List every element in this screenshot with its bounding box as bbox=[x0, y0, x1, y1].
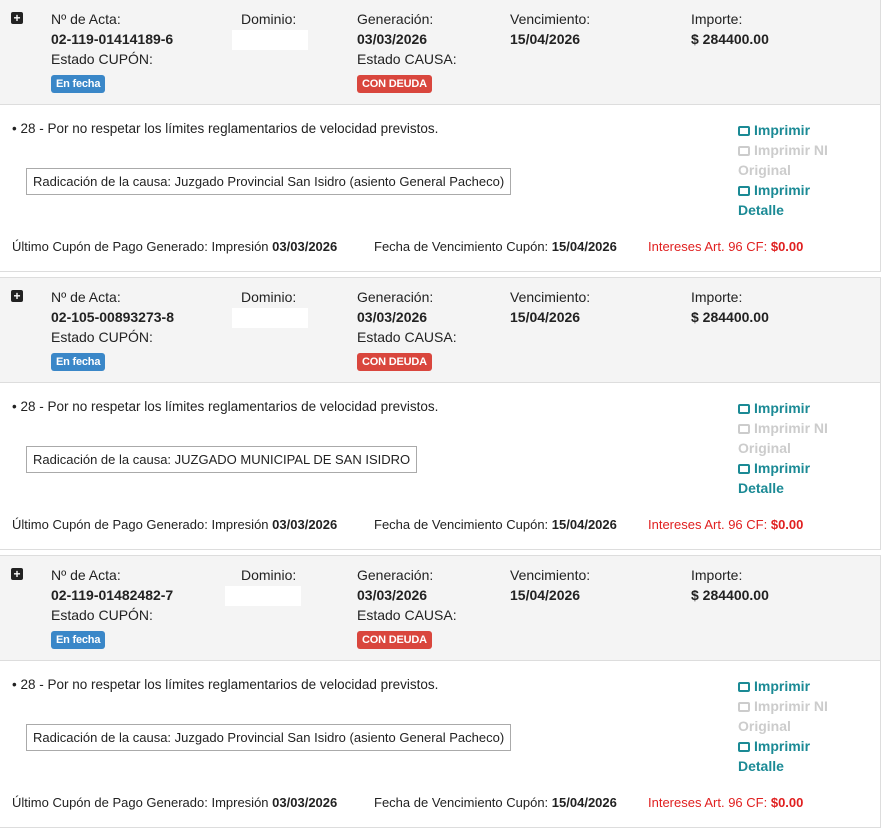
intereses-label: Intereses Art. 96 CF: bbox=[648, 239, 768, 254]
infraccion-item: • 28 - Por no respetar los límites reglamentarios de velocidad previstos. bbox=[12, 121, 439, 136]
estado-causa-label: Estado CAUSA: bbox=[357, 329, 457, 345]
printer-icon bbox=[738, 464, 750, 474]
generacion-label: Generación: bbox=[357, 289, 434, 305]
cupon-status-badge: En fecha bbox=[51, 75, 105, 93]
intereses-value: $0.00 bbox=[770, 795, 804, 810]
printer-icon bbox=[738, 742, 750, 752]
estado-cupon-label: Estado CUPÓN: bbox=[51, 607, 153, 623]
infraccion-item: • 28 - Por no respetar los límites reglamentarios de velocidad previstos. bbox=[12, 677, 439, 692]
expand-plus-icon[interactable]: + bbox=[11, 290, 23, 302]
radicacion-label: Radicación de la causa: bbox=[33, 452, 172, 467]
venc-cupon-date: 15/04/2026 bbox=[551, 795, 617, 810]
impresion-date: 03/03/2026 bbox=[272, 795, 338, 810]
infraccion-item: • 28 - Por no respetar los límites reglamentarios de velocidad previstos. bbox=[12, 399, 439, 414]
printer-icon bbox=[738, 682, 750, 692]
imprimir-ni-original-link[interactable] bbox=[738, 418, 838, 458]
dominio-label: Dominio: bbox=[241, 11, 297, 27]
generacion-date: 03/03/2026 bbox=[357, 587, 428, 603]
causa-status-badge: CON DEUDA bbox=[357, 631, 432, 649]
generacion-date: 03/03/2026 bbox=[357, 309, 428, 325]
intereses-value: $0.00 bbox=[770, 517, 804, 532]
estado-causa-label: Estado CAUSA: bbox=[357, 51, 457, 67]
impresion-date: 03/03/2026 bbox=[272, 239, 338, 254]
original-text: Original bbox=[738, 718, 791, 734]
acta-label: Nº de Acta: bbox=[51, 11, 121, 27]
generacion-date: 03/03/2026 bbox=[357, 31, 428, 47]
detalle-text: Detalle bbox=[738, 480, 784, 496]
intereses bbox=[648, 239, 803, 254]
detalle-text: Detalle bbox=[738, 202, 784, 218]
radicacion-value: Juzgado Provincial San Isidro (asiento General Pacheco) bbox=[174, 174, 505, 189]
dominio-redacted bbox=[232, 308, 308, 328]
acta-header bbox=[0, 556, 880, 661]
ultimo-cupon bbox=[12, 239, 337, 254]
expand-plus-icon[interactable]: + bbox=[11, 12, 23, 24]
radicacion-box bbox=[26, 446, 417, 473]
imprimir-ni-original-link[interactable] bbox=[738, 696, 838, 736]
imprimir-ni-text: Imprimir NI bbox=[754, 698, 828, 714]
acta-body bbox=[0, 662, 880, 828]
acta-card bbox=[0, 0, 881, 272]
vencimiento-date: 15/04/2026 bbox=[510, 31, 581, 47]
radicacion-box bbox=[26, 168, 511, 195]
acta-label: Nº de Acta: bbox=[51, 567, 121, 583]
intereses-label: Intereses Art. 96 CF: bbox=[648, 517, 768, 532]
imprimir-link[interactable] bbox=[738, 676, 838, 696]
acta-header bbox=[0, 0, 880, 105]
impresion-date: 03/03/2026 bbox=[272, 517, 338, 532]
fecha-venc-label: Fecha de Vencimiento Cupón: bbox=[374, 239, 549, 254]
printer-icon bbox=[738, 186, 750, 196]
intereses-value: $0.00 bbox=[770, 239, 804, 254]
ultimo-cupon bbox=[12, 795, 337, 810]
importe-value: $ 284400.00 bbox=[691, 309, 769, 325]
imprimir-detalle-link[interactable] bbox=[738, 458, 838, 498]
acta-card bbox=[0, 555, 881, 828]
venc-cupon-date: 15/04/2026 bbox=[551, 517, 617, 532]
actions bbox=[738, 676, 838, 776]
intereses bbox=[648, 795, 803, 810]
expand-plus-icon[interactable]: + bbox=[11, 568, 23, 580]
acta-header bbox=[0, 278, 880, 383]
ultimo-label: Último Cupón de Pago Generado: Impresión bbox=[12, 517, 269, 532]
imprimir-ni-original-link[interactable] bbox=[738, 140, 838, 180]
acta-number: 02-119-01414189-6 bbox=[51, 31, 174, 47]
printer-icon bbox=[738, 424, 750, 434]
generacion-label: Generación: bbox=[357, 11, 434, 27]
intereses bbox=[648, 517, 803, 532]
imprimir-detalle-text: Imprimir bbox=[754, 460, 811, 476]
printer-icon bbox=[738, 126, 750, 136]
intereses-label: Intereses Art. 96 CF: bbox=[648, 795, 768, 810]
infraccion-text: 28 - Por no respetar los límites reglamentarios de velocidad previstos. bbox=[20, 121, 439, 136]
importe-label: Importe: bbox=[691, 567, 743, 583]
printer-icon bbox=[738, 146, 750, 156]
imprimir-detalle-link[interactable] bbox=[738, 180, 838, 220]
acta-body bbox=[0, 384, 880, 550]
imprimir-link[interactable] bbox=[738, 398, 838, 418]
radicacion-label: Radicación de la causa: bbox=[33, 730, 172, 745]
estado-causa-label: Estado CAUSA: bbox=[357, 607, 457, 623]
fecha-vencimiento-cupon bbox=[374, 795, 617, 810]
causa-status-badge: CON DEUDA bbox=[357, 75, 432, 93]
cupon-status-badge: En fecha bbox=[51, 631, 105, 649]
fecha-vencimiento-cupon bbox=[374, 239, 617, 254]
imprimir-link[interactable] bbox=[738, 120, 838, 140]
printer-icon bbox=[738, 404, 750, 414]
vencimiento-label: Vencimiento: bbox=[510, 289, 591, 305]
acta-number: 02-119-01482482-7 bbox=[51, 587, 174, 603]
actions bbox=[738, 398, 838, 498]
infraccion-text: 28 - Por no respetar los límites reglamentarios de velocidad previstos. bbox=[20, 399, 439, 414]
acta-body bbox=[0, 106, 880, 272]
dominio-redacted bbox=[225, 586, 301, 606]
infraccion-text: 28 - Por no respetar los límites reglamentarios de velocidad previstos. bbox=[20, 677, 439, 692]
dominio-redacted bbox=[232, 30, 308, 50]
detalle-text: Detalle bbox=[738, 758, 784, 774]
imprimir-text: Imprimir bbox=[754, 122, 811, 138]
radicacion-label: Radicación de la causa: bbox=[33, 174, 172, 189]
radicacion-value: Juzgado Provincial San Isidro (asiento General Pacheco) bbox=[174, 730, 505, 745]
ultimo-label: Último Cupón de Pago Generado: Impresión bbox=[12, 239, 269, 254]
acta-label: Nº de Acta: bbox=[51, 289, 121, 305]
generacion-label: Generación: bbox=[357, 567, 434, 583]
imprimir-text: Imprimir bbox=[754, 400, 811, 416]
printer-icon bbox=[738, 702, 750, 712]
importe-value: $ 284400.00 bbox=[691, 31, 769, 47]
acta-number: 02-105-00893273-8 bbox=[51, 309, 174, 325]
cupon-status-badge: En fecha bbox=[51, 353, 105, 371]
dominio-label: Dominio: bbox=[241, 289, 297, 305]
actions bbox=[738, 120, 838, 220]
ultimo-cupon bbox=[12, 517, 337, 532]
original-text: Original bbox=[738, 162, 791, 178]
radicacion-box bbox=[26, 724, 511, 751]
imprimir-detalle-text: Imprimir bbox=[754, 738, 811, 754]
fecha-venc-label: Fecha de Vencimiento Cupón: bbox=[374, 795, 549, 810]
estado-cupon-label: Estado CUPÓN: bbox=[51, 51, 153, 67]
estado-cupon-label: Estado CUPÓN: bbox=[51, 329, 153, 345]
imprimir-text: Imprimir bbox=[754, 678, 811, 694]
fecha-vencimiento-cupon bbox=[374, 517, 617, 532]
imprimir-ni-text: Imprimir NI bbox=[754, 420, 828, 436]
vencimiento-date: 15/04/2026 bbox=[510, 309, 581, 325]
imprimir-detalle-link[interactable] bbox=[738, 736, 838, 776]
vencimiento-label: Vencimiento: bbox=[510, 567, 591, 583]
imprimir-ni-text: Imprimir NI bbox=[754, 142, 828, 158]
importe-label: Importe: bbox=[691, 289, 743, 305]
original-text: Original bbox=[738, 440, 791, 456]
importe-label: Importe: bbox=[691, 11, 743, 27]
radicacion-value: JUZGADO MUNICIPAL DE SAN ISIDRO bbox=[174, 452, 411, 467]
vencimiento-date: 15/04/2026 bbox=[510, 587, 581, 603]
acta-card bbox=[0, 277, 881, 550]
ultimo-label: Último Cupón de Pago Generado: Impresión bbox=[12, 795, 269, 810]
venc-cupon-date: 15/04/2026 bbox=[551, 239, 617, 254]
causa-status-badge: CON DEUDA bbox=[357, 353, 432, 371]
fecha-venc-label: Fecha de Vencimiento Cupón: bbox=[374, 517, 549, 532]
vencimiento-label: Vencimiento: bbox=[510, 11, 591, 27]
importe-value: $ 284400.00 bbox=[691, 587, 769, 603]
imprimir-detalle-text: Imprimir bbox=[754, 182, 811, 198]
dominio-label: Dominio: bbox=[241, 567, 297, 583]
